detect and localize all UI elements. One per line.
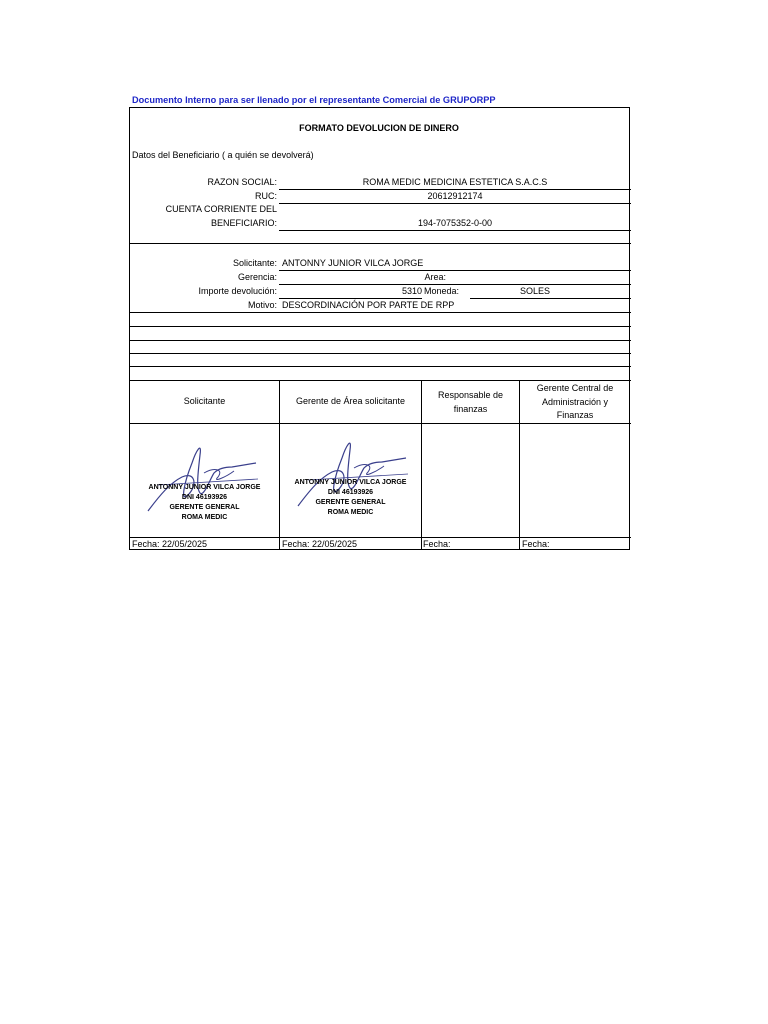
importe-value: 5310: [401, 286, 422, 296]
form-title: FORMATO DEVOLUCION DE DINERO: [299, 123, 459, 133]
cuenta-label-2: BENEFICIARIO:: [210, 218, 277, 228]
signature-1-line1: ANTONNY JUNIOR VILCA JORGE: [148, 484, 261, 491]
area-label: Area:: [424, 272, 446, 282]
importe-label: Importe devolución:: [198, 286, 277, 296]
solicitante-label: Solicitante:: [232, 258, 277, 268]
sig-header-gerente-area: Gerente de Área solicitante: [295, 396, 406, 406]
ruc-label: RUC:: [255, 191, 277, 201]
refund-form: [129, 107, 630, 550]
signature-2-line4: ROMA MEDIC: [327, 509, 374, 516]
fecha-solicitante: Fecha: 22/05/2025: [132, 539, 208, 549]
sig-header-gerente-central-2: Administración y: [541, 397, 609, 407]
fecha-gerente-area: Fecha: 22/05/2025: [282, 539, 358, 549]
header-note: Documento Interno para ser llenado por el representante Comercial de GRUPORPP: [132, 95, 496, 105]
signature-2-line2: DNI 46193926: [327, 489, 374, 496]
cuenta-label-1: CUENTA CORRIENTE DEL: [165, 204, 277, 214]
sig-header-finanzas-1: Responsable de: [437, 390, 504, 400]
motivo-label: Motivo:: [247, 300, 277, 310]
moneda-value: SOLES: [519, 286, 550, 296]
fecha-finanzas: Fecha:: [423, 539, 451, 549]
cuenta-value: 194-7075352-0-00: [417, 218, 493, 228]
signature-1-line3: GERENTE GENERAL: [169, 504, 240, 511]
signature-2-line1: ANTONNY JUNIOR VILCA JORGE: [294, 479, 407, 486]
sig-header-finanzas-2: finanzas: [453, 404, 488, 414]
signature-1-line4: ROMA MEDIC: [181, 514, 228, 521]
sig-header-gerente-central-3: Finanzas: [556, 410, 594, 420]
razon-social-label: RAZON SOCIAL:: [207, 177, 277, 187]
beneficiary-intro: Datos del Beneficiario ( a quién se devolverá): [132, 150, 314, 160]
signature-1-line2: DNI 46193926: [181, 494, 228, 501]
solicitante-value: ANTONNY JUNIOR VILCA JORGE: [282, 258, 424, 268]
moneda-label: Moneda:: [424, 286, 460, 296]
gerencia-label: Gerencia:: [237, 272, 277, 282]
fecha-gerente-central: Fecha:: [522, 539, 550, 549]
sig-header-solicitante: Solicitante: [183, 396, 226, 406]
motivo-value: DESCORDINACIÓN POR PARTE DE RPP: [282, 300, 455, 310]
signature-2-line3: GERENTE GENERAL: [315, 499, 386, 506]
ruc-value: 20612912174: [427, 191, 483, 201]
razon-social-value: ROMA MEDIC MEDICINA ESTETICA S.A.C.S: [362, 177, 548, 187]
sig-header-gerente-central-1: Gerente Central de: [536, 383, 614, 393]
